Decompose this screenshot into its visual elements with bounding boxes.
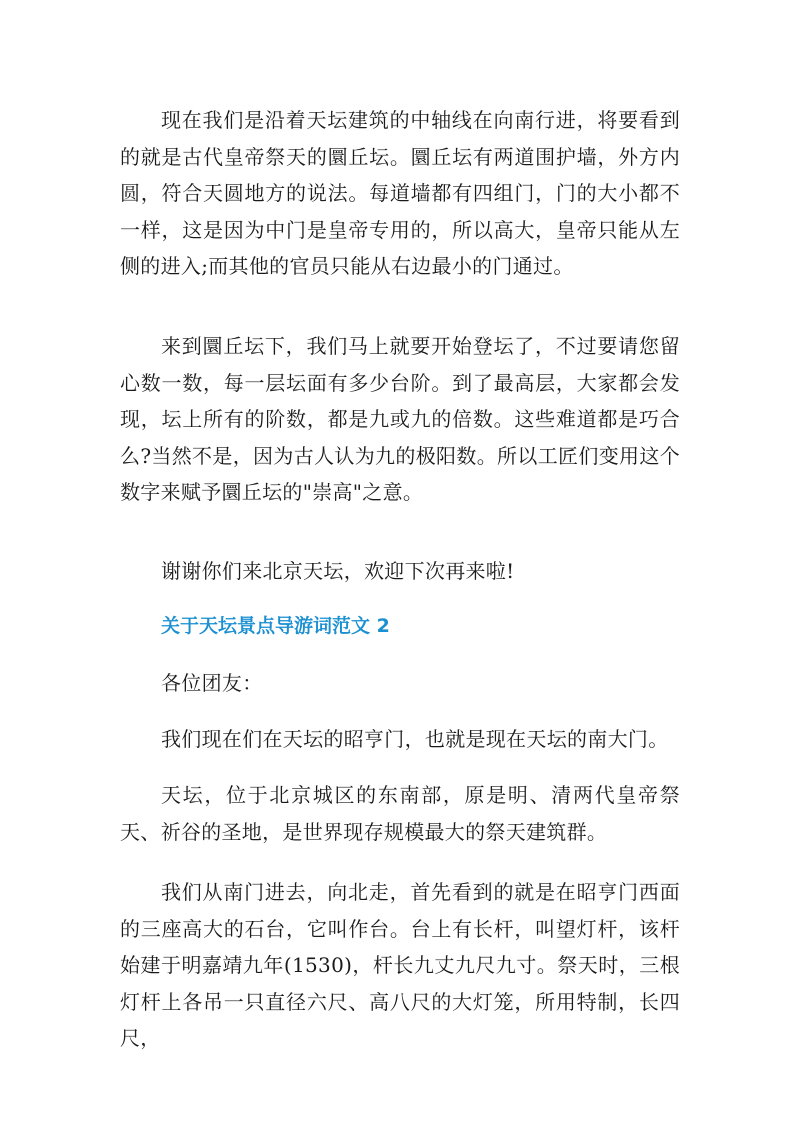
section-heading: 关于天坛景点导游词范文 2 (161, 615, 390, 637)
paragraph-yuanqiu-intro: 现在我们是沿着天坛建筑的中轴线在向南行进，将要看到的就是古代皇帝祭天的圜丘坛。圜丘坛有两道围护墙，外方内圆，符合天圆地方的说法。每道墙都有四组门，门的大小都不一样，这是因为中门是皇帝专用的，所以高大，皇帝只能从左侧的进入;而其他的官员只能从右边最小的门通过。 (120, 108, 680, 278)
paragraph-temple-location: 天坛，位于北京城区的东南部，原是明、清两代皇帝祭天、祈谷的圣地，是世界现存规模最大的祭天建筑群。 (120, 783, 680, 844)
paragraph-lantern-poles: 我们从南门进去，向北走，首先看到的就是在昭亨门西面的三座高大的石台，它叫作台。台上有长杆，叫望灯杆，该杆始建于明嘉靖九年(1530)，杆长九丈九尺九寸。祭天时，三根灯杆上各吊一只直径六尺、高八尺的大灯笼，所用特制，长四尺， (120, 880, 680, 1050)
paragraph-farewell: 谢谢你们来北京天坛，欢迎下次再来啦! (161, 559, 515, 583)
paragraph-south-gate: 我们现在们在天坛的昭亨门，也就是现在天坛的南大门。 (161, 727, 669, 751)
paragraph-greeting: 各位团友： (161, 671, 263, 695)
paragraph-climbing-altar: 来到圜丘坛下，我们马上就要开始登坛了，不过要请您留心数一数，每一层坛面有多少台阶。到了最高层，大家都会发现，坛上所有的阶数，都是九或九的倍数。这些难道都是巧合么?当然不是，因为古人认为九的极阳数。所以工匠们变用这个数字来赋予圜丘坛的"崇高"之意。 (120, 334, 680, 504)
